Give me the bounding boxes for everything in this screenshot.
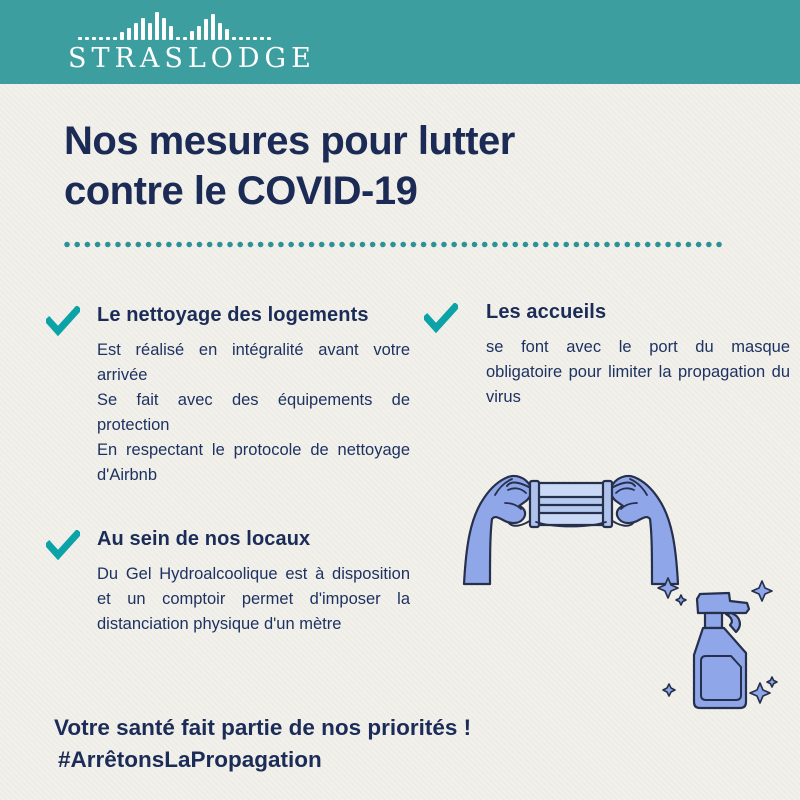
hashtag: #ArrêtonsLaPropagation	[58, 747, 322, 772]
section-paragraph: Du Gel Hydroalcoolique est à disposition et un comptoir permet d'imposer la distanciation physique d'un mètre	[97, 565, 410, 633]
section-paragraph: Est réalisé en intégralité avant votre arrivée	[97, 341, 410, 384]
section-cleaning	[46, 304, 410, 488]
section-heading: Les accueils	[486, 301, 607, 323]
header-banner	[0, 0, 800, 84]
brand-wordmark: STRASLODGE	[68, 43, 316, 74]
section-heading: Le nettoyage des logements	[97, 304, 369, 326]
checkmark-icon	[46, 306, 80, 336]
page-title	[64, 116, 704, 216]
dotted-divider	[64, 241, 724, 248]
section-text	[97, 338, 410, 488]
section-premises	[46, 528, 410, 637]
gloved-hand-right-icon	[608, 476, 678, 584]
section-paragraph: se font avec le port du masque obligatoire pour limiter la propagation du virus	[486, 338, 790, 406]
checkmark-icon	[46, 530, 80, 560]
gloved-hand-left-icon	[464, 476, 534, 584]
section-paragraph: En respectant le protocole de nettoyage d'Airbnb	[97, 441, 410, 484]
closing-message	[54, 712, 471, 776]
spray-bottle-icon	[694, 593, 749, 708]
section-heading: Au sein de nos locaux	[97, 528, 311, 550]
closing-line: Votre santé fait partie de nos priorités !	[54, 715, 472, 740]
section-reception	[424, 301, 790, 410]
city-skyline-equalizer-icon	[68, 8, 280, 40]
section-text	[486, 335, 790, 410]
checkmark-icon	[424, 303, 458, 333]
section-text	[97, 562, 410, 637]
surgical-mask-icon	[530, 481, 612, 527]
straslodge-logo	[68, 8, 316, 74]
hands-holding-mask-illustration	[450, 452, 790, 732]
section-paragraph: Se fait avec des équipements de protection	[97, 391, 410, 434]
page-title-line2: contre le COVID-19	[64, 169, 418, 213]
page-title-line1: Nos mesures pour lutter	[64, 119, 515, 163]
